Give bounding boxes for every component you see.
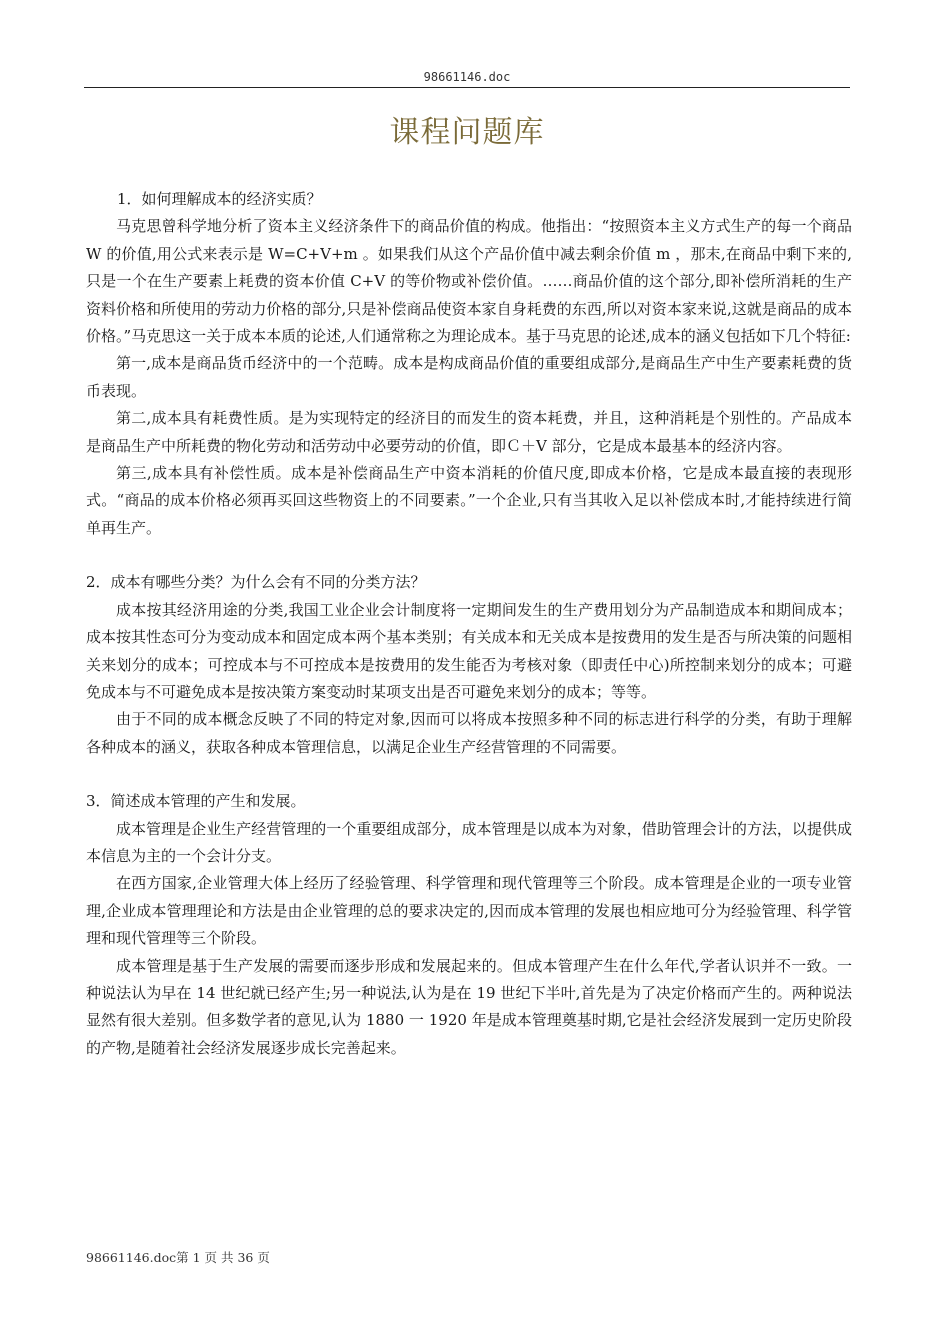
paragraph: 成本按其经济用途的分类,我国工业企业会计制度将一定期间发生的生产费用划分为产品制造成本和期间成本；成本按其性态可分为变动成本和固定成本两个基本类别；有关成本和无关成本是按费用的发生是否与所决策的问题相关来划分的成本；可控成本与不可控成本是按费用的发生能否为考核对象（即责任中心)所控制来划分的成本；可避免成本与不可避免成本是按决策方案变动时某项支出是否可避免来划分的成本；等等。 [86, 600, 852, 701]
question-heading: 3．简述成本管理的产生和发展。 [86, 792, 306, 811]
paragraph: 成本管理是基于生产发展的需要而逐步形成和发展起来的。但成本管理产生在什么年代,学者认识并不一致。一种说法认为早在 14 世纪就已经产生;另一种说法,认为是在 19 世纪下半叶,首先是为了决定价格而产生的。两种说法显然有很大差别。但多数学者的意见,认为 1880 一 1920 年是成本管理奠基时期,它是社会经济发展到一定历史阶段的产物,是随着社会经济发展逐步成长完善起来。 [86, 956, 852, 1057]
paragraph: 第一,成本是商品货币经济中的一个范畴。成本是构成商品价值的重要组成部分,是商品生产中生产要素耗费的货币表现。 [86, 354, 852, 400]
header-rule [84, 87, 850, 88]
section-2 [86, 569, 852, 761]
question-heading: 2．成本有哪些分类？为什么会有不同的分类方法？ [86, 573, 426, 592]
paragraph: 在西方国家,企业管理大体上经历了经验管理、科学管理和现代管理等三个阶段。成本管理是企业的一项专业管理,企业成本管理理论和方法是由企业管理的总的要求决定的,因而成本管理的发展也相应地可分为经验管理、科学管理和现代管理等三个阶段。 [86, 874, 852, 948]
question-heading: 1．如何理解成本的经济实质？ [117, 190, 322, 208]
paragraph: 第二,成本具有耗费性质。是为实现特定的经济目的而发生的资本耗费，并且，这种消耗是个别性的。产品成本是商品生产中所耗费的物化劳动和活劳动中必要劳动的价值，即Ｃ＋V 部分，它是成本最基本的经济内容。 [86, 409, 852, 455]
paragraph: 由于不同的成本概念反映了不同的特定对象,因而可以将成本按照多种不同的标志进行科学的分类，有助于理解各种成本的涵义，获取各种成本管理信息，以满足企业生产经营管理的不同需要。 [86, 710, 852, 756]
paragraph: 第三,成本具有补偿性质。成本是补偿商品生产中资本消耗的价值尺度,即成本价格，它是成本最直接的表现形式。“商品的成本价格必须再买回这些物资上的不同要素。”一个企业,只有当其收入足以补偿成本时,才能持续进行简单再生产。 [86, 464, 852, 537]
page-header-filename: 98661146.doc [423, 70, 511, 84]
document-title: 课程问题库 [389, 115, 545, 150]
paragraph: 马克思曾科学地分析了资本主义经济条件下的商品价值的构成。他指出：“按照资本主义方式生产的每一个商品 W 的价值,用公式来表示是 W=C+V+m 。如果我们从这个产品价值中减去剩余价值 m ，那末,在商品中剩下来的,只是一个在生产要素上耗费的资本价值 C+V 的等价物或补偿价值。……商品价值的这个部分,即补偿所消耗的生产资料价格和所使用的劳动力价格的部分,只是补偿商品使资本家自身耗费的东西,所以对资本家来说,这就是商品的成本价格。”马克思这一关于成本本质的论述,人们通常称之为理论成本。基于马克思的论述,成本的涵义包括如下几个特征: [86, 217, 852, 346]
document-body [86, 186, 852, 1062]
paragraph: 成本管理是企业生产经营管理的一个重要组成部分，成本管理是以成本为对象，借助管理会计的方法，以提供成本信息为主的一个会计分支。 [86, 819, 852, 865]
section-gap [86, 542, 852, 569]
section-1 [86, 186, 852, 542]
section-gap [86, 761, 852, 788]
page-footer: 98661146.doc第 1 页 共 36 页 [86, 1250, 270, 1265]
section-3 [86, 788, 852, 1062]
